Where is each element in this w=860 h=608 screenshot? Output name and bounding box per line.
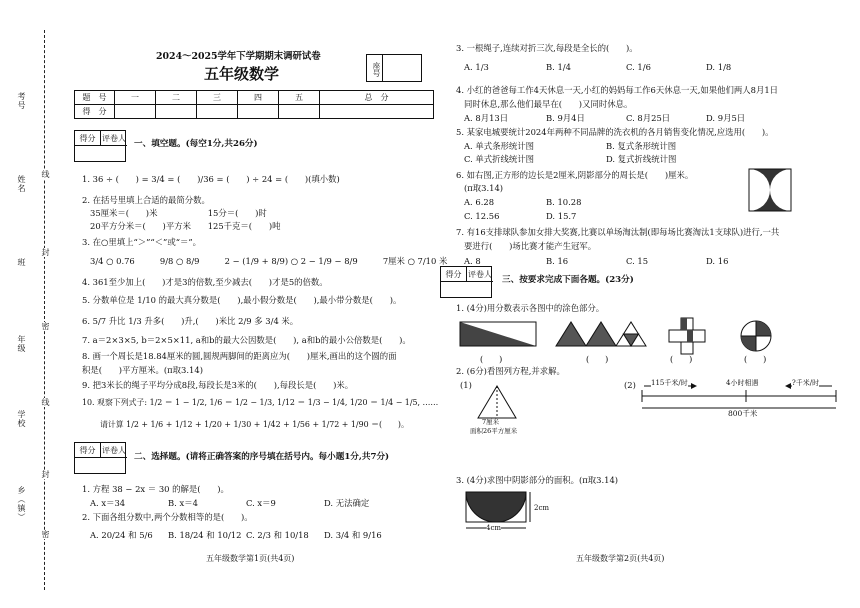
cut-label: 密	[41, 322, 50, 331]
binding-margin	[0, 0, 56, 608]
c2-opt-b: B. 18/24 和 10/12	[168, 530, 242, 540]
c3-opt-a: A. 1/3	[464, 62, 489, 72]
page-footer: 五年级数学第1页(共4页)	[206, 554, 295, 563]
c7-opt-b: B. 16	[546, 256, 569, 266]
triangle-base-label: 7厘米	[482, 418, 500, 426]
c7-opt-c: C. 15	[626, 256, 649, 266]
c6: 6. 如右图,正方形的边长是2厘米,阴影部分的周长是( )厘米。	[456, 170, 694, 180]
c1: 1. 方程 38 − 2x ＝ 30 的解是( )。	[82, 484, 229, 494]
c3-opt-d: D. 1/8	[706, 62, 732, 72]
score-cell[interactable]	[156, 105, 197, 119]
c2-opt-c: C. 2/3 和 10/18	[246, 530, 309, 540]
height-label: 2cm	[534, 504, 550, 512]
c2-opt-a: A. 20/24 和 5/6	[90, 530, 153, 540]
c4-opt-b: B. 9月4日	[546, 113, 585, 123]
q3a: 3/4 ○ 0.76 9/8 ○ 8/9 2 − (1/9 + 8/9) ○ 2 − 1/9 − 8/9 7厘米 ○ 7/10 米	[90, 256, 448, 266]
c2-opt-d: D. 3/4 和 9/16	[324, 530, 382, 540]
p3: 3. (4分)求图中阴影部分的面积。(π取3.14)	[456, 475, 619, 485]
seat-number-box: 座号	[366, 54, 422, 82]
q6: 6. 5/7 升比 1/3 升多( )升,( )米比 2/9 多 3/4 米。	[82, 316, 299, 326]
fraction-figures	[456, 316, 856, 364]
c5-opt-b: B. 复式条形统计图	[606, 141, 677, 151]
c6-opt-d: D. 15.7	[546, 211, 577, 221]
field-town: 乡（镇）	[17, 486, 26, 522]
p1: 1. (4分)用分数表示各图中的涂色部分。	[456, 303, 605, 313]
field-name: 姓名	[17, 175, 26, 193]
svg-text:( ): ( )	[744, 355, 767, 364]
page-footer: 五年级数学第2页(共4页)	[576, 554, 665, 563]
c2: 2. 下面各组分数中,两个分数相等的是( )。	[82, 512, 253, 522]
distance-label: 800千米	[728, 409, 758, 418]
c3: 3. 一根绳子,连续对折三次,每段是全长的( )。	[456, 43, 638, 53]
field-school: 学校	[17, 410, 26, 428]
field-exam-no: 考号	[17, 92, 26, 110]
cut-label: 封	[41, 248, 50, 257]
c7-opt-a: A. 8	[464, 256, 481, 266]
c4-opt-d: D. 9月5日	[706, 113, 746, 123]
q7: 7. a＝2×3×5, b＝2×5×11, a和b的最大公因数是( ), a和b的最小公倍数是( )。	[82, 335, 411, 345]
square-arcs-figure	[748, 168, 792, 212]
q8a: 8. 画一个周长是18.84厘米的圆,圆规两脚间的距离应为( )厘米,画出的这个圆的面	[82, 351, 397, 361]
q8b: 积是( )平方厘米。(π取3.14)	[82, 365, 203, 375]
c1-opt-d: D. 无法确定	[324, 498, 370, 508]
p2: 2. (6分)看图列方程,并求解。	[456, 366, 565, 376]
section-2-heading: 二、选择题。(请将正确答案的序号填在括号内。每小题1分,共7分)	[134, 452, 390, 462]
scorer-box-2: 得分 评卷人	[74, 442, 126, 474]
svg-text:( ): ( )	[670, 355, 693, 364]
cut-label: 线	[41, 398, 50, 407]
score-cell[interactable]	[279, 105, 320, 119]
scorer-box-1: 得分 评卷人	[74, 130, 126, 162]
c4b: 同时休息,那么他们最早在( )又同时休息。	[464, 99, 633, 109]
cut-line	[44, 30, 45, 590]
score-cell[interactable]	[115, 105, 156, 119]
c4a: 4. 小红的爸爸每工作4天休息一天,小红的妈妈每工作6天休息一天,如果他们两人8月1日	[456, 85, 779, 95]
score-cell[interactable]	[197, 105, 238, 119]
cut-label: 密	[41, 530, 50, 539]
q10: 10. 观察下列式子: 1/2 ＝ 1 − 1/2, 1/6 ＝ 1/2 − 1/3, 1/12 ＝ 1/3 − 1/4, 1/20 ＝ 1/4 − 1/5, ……	[82, 398, 439, 407]
p2-part2-label: (2)	[624, 380, 636, 390]
q2b: 20平方分米＝( )平方米 125千克＝( )吨	[90, 221, 281, 231]
c7a: 7. 有16支排球队参加女排大奖赛,比赛以单场淘汰制(即每场比赛淘汰1支球队)进行,一共	[456, 227, 780, 237]
c7-opt-d: D. 16	[706, 256, 729, 266]
q4: 4. 361至少加上( )才是3的倍数,至少减去( )才是5的倍数。	[82, 277, 328, 287]
c4-opt-a: A. 8月13日	[464, 113, 509, 123]
c5: 5. 某家电城要统计2024年两种不同品牌的洗衣机的各月销售变化情况,应选用( )。	[456, 127, 774, 137]
q10b: 请计算 1/2 + 1/6 + 1/12 + 1/20 + 1/30 + 1/42 + 1/56 + 1/72 + 1/90 ＝( )。	[100, 420, 409, 429]
q5: 5. 分数单位是 1/10 的最大真分数是( ),最小假分数是( ),最小带分数是( )。	[82, 295, 402, 305]
score-cell[interactable]	[238, 105, 279, 119]
c1-opt-a: A. x＝34	[90, 498, 126, 508]
speed1-label: 115千米/时	[651, 379, 688, 387]
c5-opt-d: D. 复式折线统计图	[606, 154, 677, 164]
c5-opt-c: C. 单式折线统计图	[464, 154, 535, 164]
c4-opt-c: C. 8月25日	[626, 113, 671, 123]
c6b: (π取3.14)	[464, 183, 504, 193]
c3-opt-b: B. 1/4	[546, 62, 571, 72]
c1-opt-c: C. x＝9	[246, 498, 276, 508]
c3-opt-c: C. 1/6	[626, 62, 651, 72]
speed2-label: ?千米/时	[792, 379, 820, 387]
subject-title: 五年级数学	[204, 65, 280, 83]
c6-opt-c: C. 12.56	[464, 211, 500, 221]
section-3-heading: 三、按要求完成下面各题。(23分)	[502, 275, 634, 285]
triangle-area-label: 面积26平方厘米	[470, 427, 518, 435]
svg-text:( ): ( )	[480, 355, 503, 364]
field-grade: 年级	[17, 335, 26, 353]
c6-opt-b: B. 10.28	[546, 197, 582, 207]
cut-label: 线	[41, 170, 50, 179]
c5-opt-a: A. 单式条形统计图	[464, 141, 534, 151]
q1: 1. 36 ÷ ( ) = 3/4 = ( )/36 = ( ) ÷ 24 = ( )(填小数)	[82, 174, 340, 184]
p2-part1-label: (1)	[460, 380, 472, 390]
page-1	[56, 0, 448, 608]
c7b: 要进行( )场比赛才能产生冠军。	[464, 241, 597, 251]
c6-opt-a: A. 6.28	[464, 197, 495, 207]
q3: 3. 在○里填上“＞”“＜”或“＝”。	[82, 237, 202, 247]
width-label: 4cm	[486, 524, 502, 532]
score-cell[interactable]	[320, 105, 434, 119]
section-1-heading: 一、填空题。(每空1分,共26分)	[134, 139, 258, 149]
meet-time-label: 4小时相遇	[726, 379, 759, 387]
page-2	[436, 0, 856, 608]
field-class: 班	[17, 258, 26, 267]
q2: 2. 在括号里填上合适的最简分数。	[82, 195, 210, 205]
c1-opt-b: B. x＝4	[168, 498, 198, 508]
scorer-box-3: 得分 评卷人	[440, 266, 492, 298]
svg-text:( ): ( )	[586, 355, 609, 364]
q2a: 35厘米＝( )米 15分＝( )时	[90, 208, 267, 218]
cut-label: 封	[41, 470, 50, 479]
q9: 9. 把3米长的绳子平均分成8段,每段长是3米的( ),每段长是( )米。	[82, 380, 354, 390]
score-table: 题 号 一 二 三 四 五 总 分 得 分	[74, 90, 434, 119]
exam-year-title: 2024～2025学年下学期期末调研试卷	[156, 51, 321, 62]
